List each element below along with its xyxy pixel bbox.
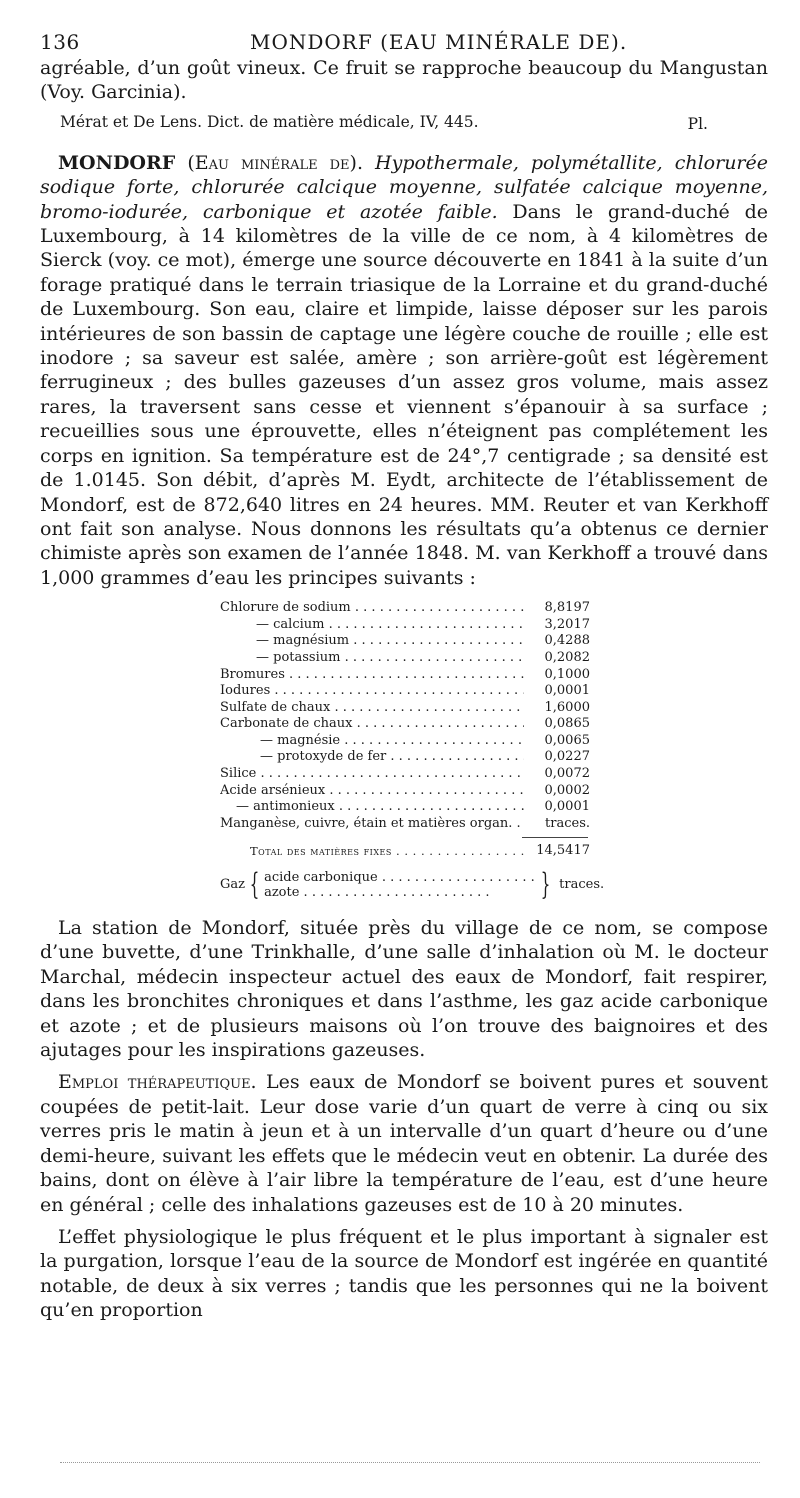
table-row (220, 716, 590, 733)
table-row (220, 617, 590, 634)
total-row (220, 843, 590, 860)
therapeutic-use-text: Les eaux de Mondorf se boivent pures et souvent coupées de petit-lait. Leur dose varie d’un quart de verre à cinq ou six verres pris le matin à jeun et à un intervalle d’un quart d’heure ou d’une demi-heure, suivant les effets que le médecin veut en obtenir. La durée des bains, dont on élève à l’air libre la température de l’eau, est d’une heure en général ; celle des inhalations gazeuses est de 10 à 20 minutes. (40, 1071, 768, 1216)
row-label: Acide arsénieux . . . (220, 783, 524, 800)
row-value: 0,4288 (544, 633, 590, 649)
article-headword: MONDORF (58, 151, 176, 174)
gas-value: traces. (559, 876, 605, 892)
article-intro: Hypothermale, polymétallite, chlorurée sodique forte, chlorurée calcique moyenne, sulfatée calcique moyenne, bromo-iodurée, carbonique et azotée faible. (40, 151, 768, 223)
right-brace-icon: } (540, 867, 551, 903)
running-header (40, 26, 768, 56)
headword-qualifier: (Eau minérale de). (187, 151, 363, 174)
row-label: Iodures . . . (220, 683, 524, 700)
table-row (220, 749, 590, 766)
row-label: — magnésium . . . (220, 633, 524, 650)
total-rule (522, 837, 588, 838)
row-label: — calcium . . . (220, 617, 524, 634)
row-value: 0,0227 (544, 749, 590, 765)
row-value: 0,0865 (544, 716, 590, 732)
citation-text: Mérat et De Lens. Dict. de matière médicale, IV, 445. (60, 112, 479, 131)
table-row (220, 633, 590, 650)
row-value: 0,0065 (544, 732, 590, 748)
table-row (220, 799, 590, 816)
total-label: Total des matières fixes . . . (220, 843, 524, 860)
row-value: 0,0072 (544, 766, 590, 782)
row-label: Sulfate de chaux . . . (220, 700, 524, 717)
gas-row (220, 867, 605, 903)
continuation-paragraph: agréable, d’un goût vineux. Ce fruit se rapproche beaucoup du Mangustan (Voy. Garcinia). (40, 57, 768, 104)
left-brace-icon: { (249, 867, 260, 903)
gas-label: Gaz (220, 876, 245, 892)
therapeutic-use-paragraph (40, 1070, 768, 1216)
row-value: 1,6000 (544, 699, 590, 715)
row-label: — potassium . . . (220, 650, 524, 667)
station-paragraph: La station de Mondorf, située près du village de ce nom, se compose d’une buvette, d’une Trinkhalle, d’une salle d’inhalation où M. le docteur Marchal, médecin inspecteur actuel des eaux de Mondorf, fait respirer, dans les bronchites chroniques et dans l’asthme, les gaz acide carbonique et azote ; et de plusieurs maisons où l’on trouve des baignoires et des ajutages pour les inspirations gazeuses. (40, 917, 768, 1062)
analysis-table (220, 600, 605, 903)
row-value: 8,8197 (544, 600, 590, 616)
article-body: Dans le grand-duché de Luxembourg, à 14 kilomètres de la ville de ce nom, à 4 kilomètres de Sierck (voy. ce mot), émerge une source découverte en 1841 à la suite d’un forage pratiqué dans le terrain triasique de la Lorraine et du grand-duché de Luxembourg. Son eau, claire et limpide, laisse déposer sur les parois intérieures de son bassin de captage une légère couche de rouille ; elle est inodore ; sa saveur est salée, amère ; son arrière-goût est légèrement ferrugineux ; des bulles gazeuses d’un assez gros volume, mais assez rares, la traversent sans cesse et viennent s’épanouir à sa surface ; recueillies sous une éprouvette, elles n’éteignent pas complétement les corps en ignition. Sa température est de 24°,7 centigrade ; sa densité est de 1.0145. Son débit, d’après M. Eydt, architecte de l’établissement de Mondorf, est de 872,640 litres en 24 heures. MM. Reuter et van Kerkhoff ont fait son analyse. Nous donnons les résultats qu’a obtenus ce dernier chimiste après son examen de l’année 1848. M. van Kerkhoff a trouvé dans 1,000 grammes d’eau les principes suivants : (40, 200, 768, 589)
row-label: Carbonate de chaux . . . (220, 716, 524, 733)
table-row (220, 766, 590, 783)
table-row (220, 600, 590, 617)
footer-rule (60, 1462, 760, 1463)
page-number: 136 (40, 30, 80, 54)
row-value: 0,0001 (544, 799, 590, 815)
row-value: 0,0001 (544, 683, 590, 699)
row-label: — protoxyde de fer . . . (220, 749, 524, 766)
gas-item: azote . . . (264, 885, 536, 900)
row-value: 3,2017 (544, 616, 590, 632)
table-row (220, 733, 590, 750)
author-signature: Pl. (687, 114, 708, 133)
row-label: Manganèse, cuivre, étain et matières organ. . . . (220, 816, 524, 833)
table-row (220, 683, 590, 700)
row-label: — antimonieux . . . (220, 799, 524, 816)
row-value: 0,0002 (544, 782, 590, 798)
table-row (220, 700, 590, 717)
physiological-effect-paragraph: L’effet physiologique le plus fréquent et le plus important à signaler est la purgation, lorsque l’eau de la source de Mondorf est ingérée en quantité notable, de deux à six verres ; tandis que les personnes qui ne la boivent qu’en proportion (40, 1225, 768, 1322)
table-row (220, 667, 590, 684)
gas-items (264, 870, 536, 900)
row-label: — magnésie . . . (220, 733, 524, 750)
row-label: Silice . . . (220, 766, 524, 783)
running-title: MONDORF (EAU MINÉRALE DE). (250, 30, 628, 54)
total-value: 14,5417 (536, 843, 590, 859)
table-row (220, 650, 590, 667)
row-label: Chlorure de sodium . . . (220, 600, 524, 617)
row-label: Bromures . . . (220, 667, 524, 684)
row-value: 0,2082 (544, 649, 590, 665)
bibliographic-citation (40, 113, 768, 135)
document-page (40, 26, 768, 1323)
article-paragraph (40, 151, 768, 590)
row-value: 0,1000 (544, 666, 590, 682)
table-row (220, 783, 590, 800)
section-heading: Emploi thérapeutique. (58, 1071, 257, 1094)
table-row (220, 816, 590, 833)
row-value: traces. (545, 815, 590, 831)
gas-item: acide carbonique . . . (264, 870, 536, 885)
